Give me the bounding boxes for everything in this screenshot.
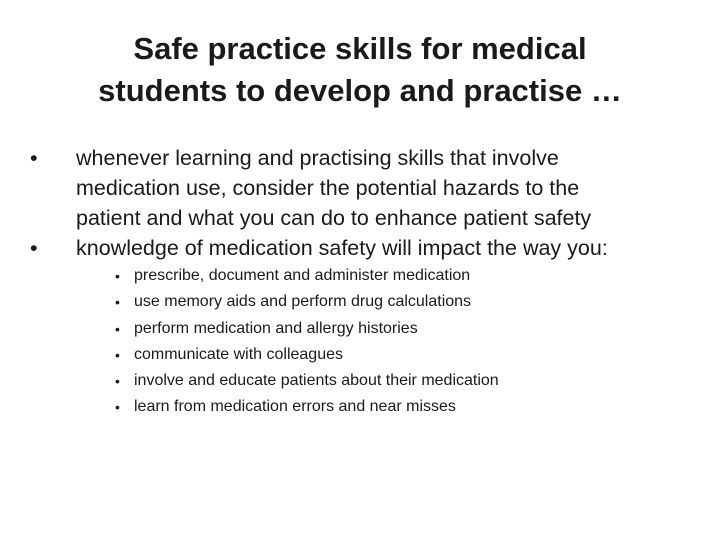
bullet-text-line: knowledge of medication safety will impact the way you: [76,236,608,260]
sub-bullet-icon: • [115,268,120,284]
bullet-text-line: medication use, consider the potential hazards to the [76,176,580,200]
bullet-text-line: patient and what you can do to enhance patient safety [76,206,592,230]
bullet-icon: • [30,236,38,260]
sub-bullet-item [115,342,675,368]
sub-bullet-icon: • [115,373,120,390]
sub-bullet-icon: • [115,399,120,416]
sub-bullet-item [115,316,675,342]
sub-bullet-icon: • [115,294,120,311]
sub-bullet-item [115,289,675,315]
sub-bullet-list [115,263,675,421]
slide-title-line: students to develop and practise … [98,73,622,108]
bullet-item [30,233,710,263]
sub-bullet-text: use memory aids and perform drug calculations [134,293,472,311]
sub-bullet-text: prescribe, document and administer medication [134,267,471,284]
sub-bullet-item [115,394,675,420]
sub-bullet-text: perform medication and allergy histories [134,319,418,337]
bullet-text-line: whenever learning and practising skills that involve [76,146,559,170]
bullet-icon: • [30,146,38,170]
bullet-item [30,143,710,233]
sub-bullet-icon: • [115,320,120,337]
sub-bullet-text: communicate with colleagues [134,345,343,363]
sub-bullet-icon: • [115,346,120,363]
slide-title [20,28,700,112]
slide-title-line: Safe practice skills for medical [133,31,587,66]
sub-bullet-text: learn from medication errors and near misses [134,398,456,416]
sub-bullet-item [115,263,675,289]
main-bullet-list [30,143,710,263]
sub-bullet-text: involve and educate patients about their medication [134,372,499,390]
sub-bullet-item [115,368,675,394]
